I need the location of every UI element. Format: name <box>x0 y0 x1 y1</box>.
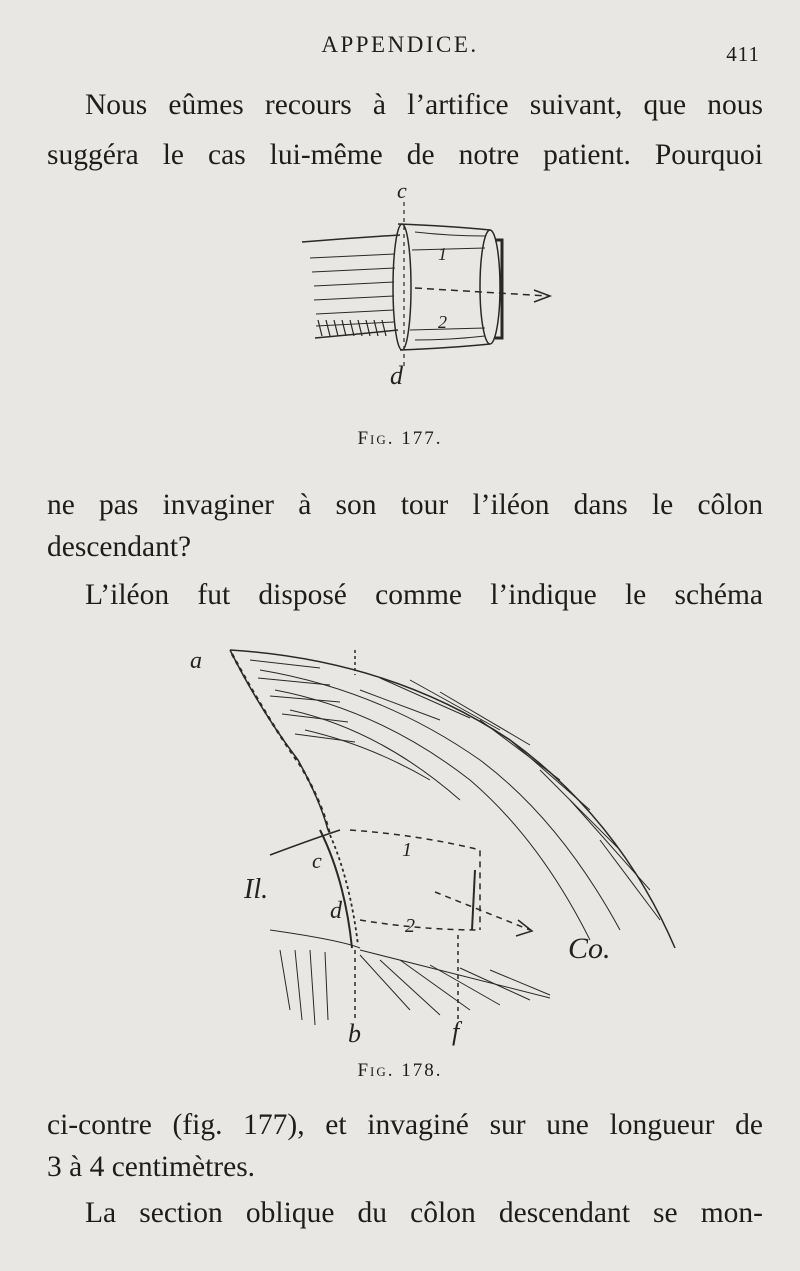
figure-178-label-f: f <box>452 1017 460 1046</box>
figure-178-label-a: a <box>190 648 202 674</box>
figure-178-label-b: b <box>348 1019 361 1048</box>
figure-177-label-2: 2 <box>438 312 447 332</box>
figure-177-label-1: 1 <box>438 244 447 264</box>
text-line: ne pas invaginer à son tour l’iléon dans le côlon <box>47 489 763 521</box>
text-line: descendant? <box>47 531 192 563</box>
figure-178-illustration <box>180 630 700 1050</box>
text-line: Nous eûmes recours à l’artifice suivant, que nous <box>85 89 763 121</box>
text-line: L’iléon fut disposé comme l’indique le schéma <box>85 579 763 611</box>
running-head: APPENDICE. <box>321 32 479 57</box>
figure-177-label-c: c <box>397 178 407 203</box>
figure-177-caption: Fig. 177. <box>357 428 443 449</box>
figure-177-illustration <box>290 180 570 395</box>
figure-178-label-2: 2 <box>405 915 415 937</box>
page-number: 411 <box>726 42 760 66</box>
figure-178-label-1: 1 <box>402 839 412 861</box>
text-line: La section oblique du côlon descendant se mon- <box>85 1197 763 1229</box>
text-line: 3 à 4 centimètres. <box>47 1151 256 1183</box>
text-line: suggéra le cas lui-même de notre patient. Pourquoi <box>47 139 763 171</box>
figure-178-caption: Fig. 178. <box>357 1060 443 1081</box>
figure-177-label-d: d <box>390 361 403 390</box>
figure-178-label-c: c <box>312 848 322 873</box>
figure-178-label-d: d <box>330 898 342 924</box>
text-line: ci-contre (fig. 177), et invaginé sur une longueur de <box>47 1109 763 1141</box>
figure-178-label-co: Co. <box>568 932 611 965</box>
figure-178-label-il: Il. <box>244 874 269 905</box>
